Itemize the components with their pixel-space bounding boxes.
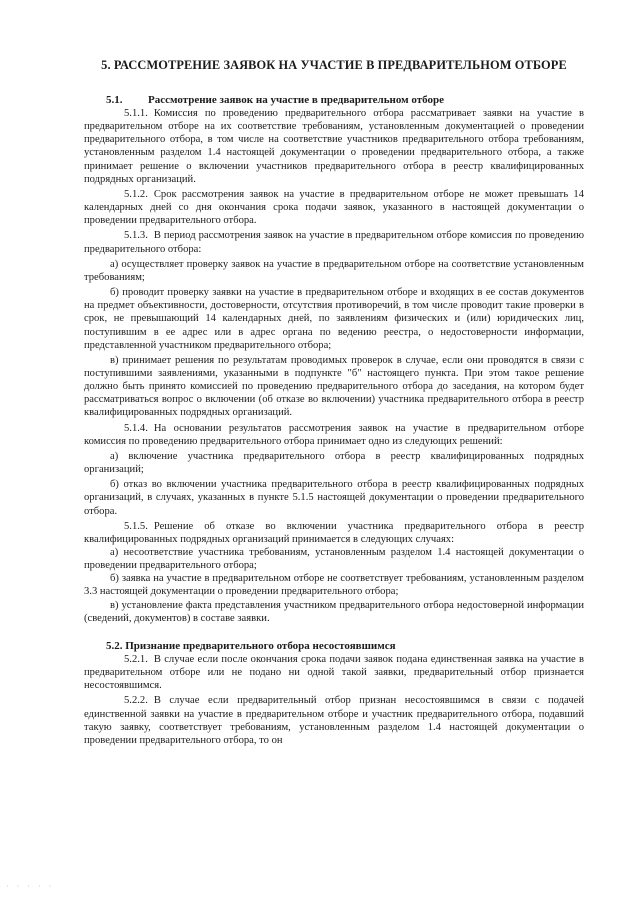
paragraph-number: 5.2.2.: [124, 695, 148, 707]
paragraph-number: 5.1.1.: [124, 108, 148, 119]
paragraph-text: Решение об отказе во включении участника предварительного отбора в реестр квалифицированных подрядных организаций принимается в следующих случаях:: [84, 520, 584, 545]
paragraph-number: 5.2.1.: [124, 653, 148, 665]
paragraph-number: 5.1.4.: [124, 422, 148, 434]
scan-artifact: · · · · ·: [6, 882, 55, 891]
paragraph-5-2-1: [84, 653, 584, 692]
section-number: 5.1.: [106, 94, 123, 106]
paragraph-text: Срок рассмотрения заявок на участие в предварительном отборе не может превышать 14 календарных дней со дня окончания срока подачи заявок, указанного в настоящей документации о проведении предварительного отбора.: [84, 188, 584, 227]
paragraph-text: В случае если после окончания срока подачи заявок подана единственная заявка на участие в предварительном отборе или не подано ни одной такой заявки, предварительный отбор признается несостоявшимся.: [84, 653, 584, 692]
paragraph-5-1-3: [84, 229, 584, 255]
section-heading-5-2: 5.2. Признание предварительного отбора несостоявшимся: [106, 639, 396, 652]
paragraph-text: В случае если предварительный отбор признан несостоявшимся в связи с подачей единственной заявки на участие в предварительном отборе и участник предварительного отбора, подавший такую заявку, соответствует требованиям, установленным разделом 1.4 настоящей документации о проведении предварительного отбора, то он: [84, 695, 584, 746]
page-title: 5. РАССМОТРЕНИЕ ЗАЯВОК НА УЧАСТИЕ В ПРЕДВАРИТЕЛЬНОМ ОТБОРЕ: [101, 58, 567, 72]
paragraph-number: 5.1.3.: [124, 230, 148, 242]
reason-item-b: б) заявка на участие в предварительном отборе не соответствует требованиям, установленным разделом 3.3 настоящей документации о проведении предварительного отбора;: [84, 573, 584, 598]
paragraph-5-1-4: [84, 422, 584, 448]
paragraph-text: Комиссия по проведению предварительного отбора рассматривает заявки на участие в предварительном отборе на их соответствие требованиям, установленным документацией о проведении предварительного отбора, в том числе на соответствие участников предварительного отбора требованиям, установленным разделом 1.4 настоящей документации о проведении предварительного отбора, а также принимает решение о включении участников предварительного отбора в реестр квалифицированных подрядных организаций.: [84, 108, 584, 185]
list-item-v: в) принимает решения по результатам проводимых проверок в случае, если они проводятся в связи с поступившими заявлениями, указанными в подпункте "б" настоящего пункта. При этом такое решение должно быть принято комиссией по проведению предварительного отбора до заседания, на котором будет рассматриваться вопрос о включении (об отказе во включении) участника предварительного отбора в реестр квалифицированных подрядных организаций.: [84, 354, 584, 419]
section-title: Рассмотрение заявок на участие в предварительном отборе: [148, 94, 445, 106]
section-heading-5-1: [84, 93, 584, 107]
paragraph-number: 5.1.2.: [124, 188, 148, 200]
paragraph-number: 5.1.5.: [124, 520, 148, 532]
paragraph-text: На основании результатов рассмотрения заявок на участие в предварительном отборе комиссия по проведению предварительного отбора принимает одно из следующих решений:: [84, 422, 584, 447]
reason-item-a: а) несоответствие участника требованиям, установленным разделом 1.4 настоящей документации о проведении предварительного отбора;: [84, 547, 584, 572]
list-item-a: а) осуществляет проверку заявок на участие в предварительном отборе на соответствие установленным требованиям;: [84, 258, 584, 283]
paragraph-5-1-2: [84, 188, 584, 227]
reason-item-v: в) установление факта представления участником предварительного отбора недостоверной информации (сведений, документов) в составе заявки.: [84, 599, 584, 624]
paragraph-5-1-1: [84, 107, 584, 186]
paragraph-text: В период рассмотрения заявок на участие в предварительном отборе комиссия по проведению предварительного отбора:: [84, 230, 584, 255]
list-item-b: б) проводит проверку заявки на участие в предварительном отборе и входящих в ее состав документов на предмет объективности, достоверности, отсутствия противоречий, в том числе проводит такие проверки в срок, не превышающий 14 календарных дней, по заявлениям физических и (или) юридических лиц, поступившим в ее адрес или в адрес органа по ведению реестра, о недостоверности информации, представленной участником предварительного отбора;: [84, 287, 584, 351]
decision-item-b: б) отказ во включении участника предварительного отбора в реестр квалифицированных подрядных организаций, в случаях, указанных в пункте 5.1.5 настоящей документации о проведении предварительного отбора.: [84, 479, 584, 517]
decision-item-a: а) включение участника предварительного отбора в реестр квалифицированных подрядных организаций;: [84, 450, 584, 476]
paragraph-5-2-2: [84, 694, 584, 747]
paragraph-5-1-5: [84, 520, 584, 546]
